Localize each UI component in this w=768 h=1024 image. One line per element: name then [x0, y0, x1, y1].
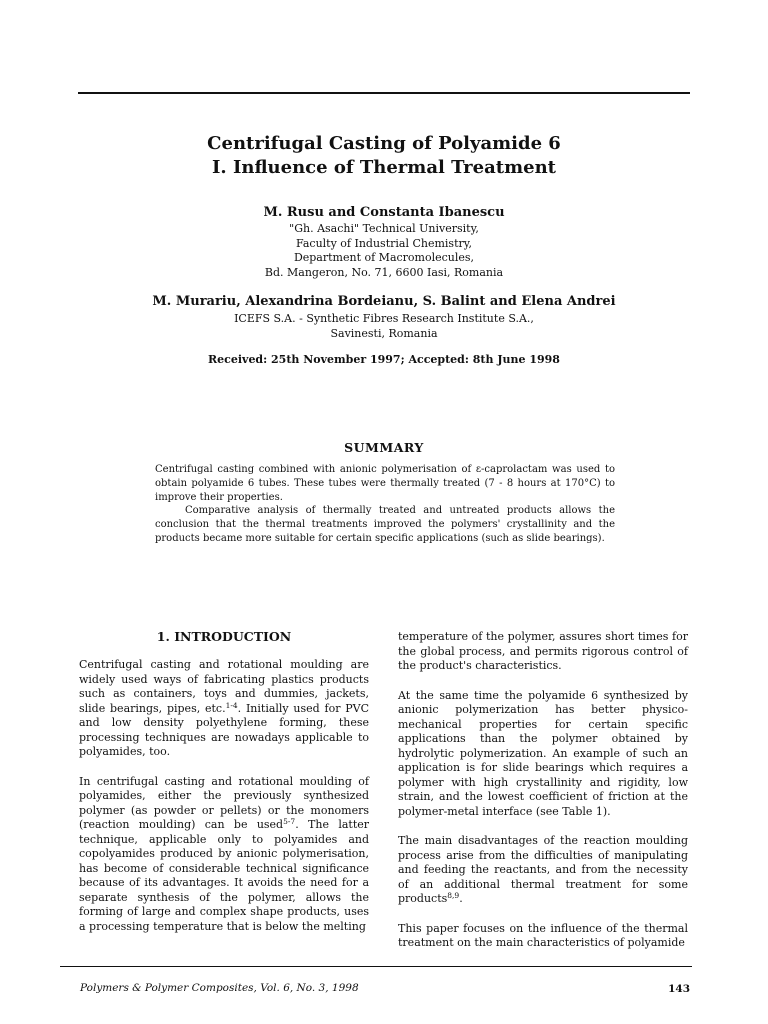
- right-column: [398, 630, 688, 966]
- affiliation-1-line: Faculty of Industrial Chemistry,: [295, 236, 473, 250]
- paragraph-text: . The latter technique, applicable only to polyamides and copolyamides produced by anionic polymerisation, has become of considerable technical significance because of its advantages. It avoids the need for a separate synthesis of the polymer, allows the forming of large and complex shape products, uses a processing temperature that is below the melting: [79, 818, 370, 933]
- paper-title-line1: Centrifugal Casting of Polyamide 6: [207, 133, 561, 154]
- citation-ref: 5-7: [283, 817, 296, 826]
- page-number: 143: [668, 983, 690, 995]
- affiliation-2-line: Savinesti, Romania: [330, 326, 438, 340]
- header-rule: [78, 92, 690, 94]
- journal-citation: Polymers & Polymer Composites, Vol. 6, No. 3, 1998: [80, 982, 359, 994]
- footer-rule: [60, 966, 692, 967]
- paragraph-text: . Initially used for PVC and low density polyethylene forming, these processing techniques are nowadays applicable to polyamides, too.: [79, 701, 369, 758]
- summary-heading: SUMMARY: [344, 440, 424, 455]
- left-column: [79, 630, 369, 949]
- paragraph-text: In centrifugal casting and rotational moulding of polyamides, either the previously synthesized polymer (as powder or pellets) or the monomers (reaction moulding) can be used: [79, 774, 369, 831]
- affiliation-1-line: "Gh. Asachi" Technical University,: [289, 222, 479, 235]
- received-dates: Received: 25th November 1997; Accepted: 8th June 1998: [208, 353, 560, 366]
- body-paragraph: [79, 775, 369, 935]
- body-paragraph: This paper focuses on the influence of the thermal treatment on the main characteristics of polyamide: [398, 921, 688, 949]
- affiliation-2-line: ICEFS S.A. - Synthetic Fibres Research Institute S.A.,: [234, 312, 534, 325]
- summary-paragraph: Centrifugal casting combined with anionic polymerisation of ε-caprolactam was used to obtain polyamide 6 tubes. These tubes were thermally treated (7 - 8 hours at 170°C) to improve their properties.: [155, 464, 615, 503]
- citation-ref: 8,9: [447, 891, 460, 900]
- summary-abstract: [155, 463, 615, 546]
- body-paragraph: [79, 658, 369, 760]
- paper-title-line2: I. Influence of Thermal Treatment: [212, 157, 556, 178]
- affiliation-1-line: Department of Macromolecules,: [293, 251, 475, 264]
- section-heading: 1. INTRODUCTION: [156, 629, 292, 644]
- paragraph-text: Centrifugal casting and rotational moulding are widely used ways of fabricating plastics products such as containers, toys and dummies, jackets, slide bearings, pipes, etc.: [79, 658, 369, 715]
- affiliation-1-line: Bd. Mangeron, No. 71, 6600 Iasi, Romania: [264, 265, 504, 279]
- body-paragraph: [398, 834, 688, 907]
- author-list-1: M. Rusu and Constanta Ibanescu: [263, 205, 505, 220]
- author-list-2: M. Murariu, Alexandrina Bordeianu, S. Balint and Elena Andrei: [152, 294, 616, 309]
- affiliation-1: [78, 222, 690, 280]
- body-paragraph: temperature of the polymer, assures short times for the global process, and permits rigorous control of the product's characteristics.: [398, 630, 688, 672]
- citation-ref: 1-4: [225, 700, 238, 710]
- affiliation-2: [78, 312, 690, 341]
- paragraph-text: .: [459, 892, 463, 905]
- body-paragraph: At the same time the polyamide 6 synthesized by anionic polymerization has better physico-mechanical properties for certain specific applications than the polymer obtained by hydrolytic polymerization. An example of such an application is for slide bearings which requires a polymer with high crystallinity and rigidity, low strain, and the lowest coefficient of friction at the polymer-metal interface (see Table 1).: [398, 688, 688, 818]
- summary-paragraph: Comparative analysis of thermally treated and untreated products allows the conclusion that the thermal treatments improved the polymers' crystallinity and the products became more suitable for certain specific applications (such as slide bearings).: [155, 505, 615, 544]
- paragraph-text: The main disadvantages of the reaction moulding process arise from the difficulties of manipulating and feeding the reactants, and from the necessity of an additional thermal treatment for some products: [398, 834, 688, 905]
